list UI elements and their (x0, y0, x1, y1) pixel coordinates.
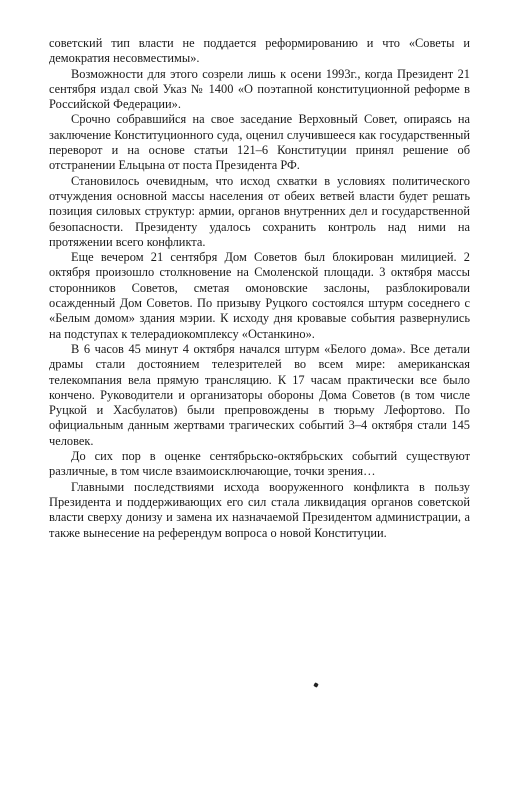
paragraph-4: Становилось очевидным, что исход схватки в условиях политического отчуждения основной массы населения от обеих ветвей власти будет решать позиция силовых структур: армии, органов внутренних дел и государственной безопасности. Президенту удалось сохранить контроль над ними на протяжении всего конфликта. (49, 173, 470, 249)
paragraph-6: В 6 часов 45 минут 4 октября начался штурм «Белого дома». Все детали драмы стали достоянием телезрителей во всем мире: американская телекомпания вела прямую трансляцию. К 17 часам практически все было кончено. Руководители и организаторы обороны Дома Советов (в том числе Руцкой и Хасбулатов) были препровождены в тюрьму Лефортово. По официальным данным жертвами трагических событий 3–4 октября стали 145 человек. (49, 341, 470, 448)
ink-speck (313, 682, 318, 687)
paragraph-2: Возможности для этого созрели лишь к осени 1993г., когда Президент 21 сентября издал свой Указ № 1400 «О поэтапной конституционной реформе в Российской Федерации». (49, 66, 470, 112)
paragraph-5: Еще вечером 21 сентября Дом Советов был блокирован милицией. 2 октября произошло столкновение на Смоленской площади. 3 октября массы сторонников Советов, сметая омоновские заслоны, разблокировали осажденный Дом Советов. По призыву Руцкого состоялся штурм соседнего с «Белым домом» здания мэрии. К исходу дня кровавые события развернулись на подступах к телерадиокомплексу «Останкино». (49, 250, 470, 341)
paragraph-3: Срочно собравшийся на свое заседание Верховный Совет, опираясь на заключение Конституционного суда, оценил случившееся как государственный переворот и на основе статьи 121–6 Конституции принял решение об отстранении Ельцына от поста Президента РФ. (49, 112, 470, 173)
paragraph-7: До сих пор в оценке сентябрьско-октябрьских событий существуют различные, в том числе взаимоисключающие, точки зрения… (49, 449, 470, 479)
paragraph-8: Главными последствиями исхода вооруженного конфликта в пользу Президента и поддерживающих его сил стала ликвидация органов советской власти сверху донизу и замена их назначаемой Президентом администрации, а также вынесение на референдум вопроса о новой Конституции. (49, 479, 470, 540)
document-page (49, 36, 470, 541)
paragraph-1: советский тип власти не поддается реформированию и что «Советы и демократия несовместимы». (49, 36, 470, 66)
